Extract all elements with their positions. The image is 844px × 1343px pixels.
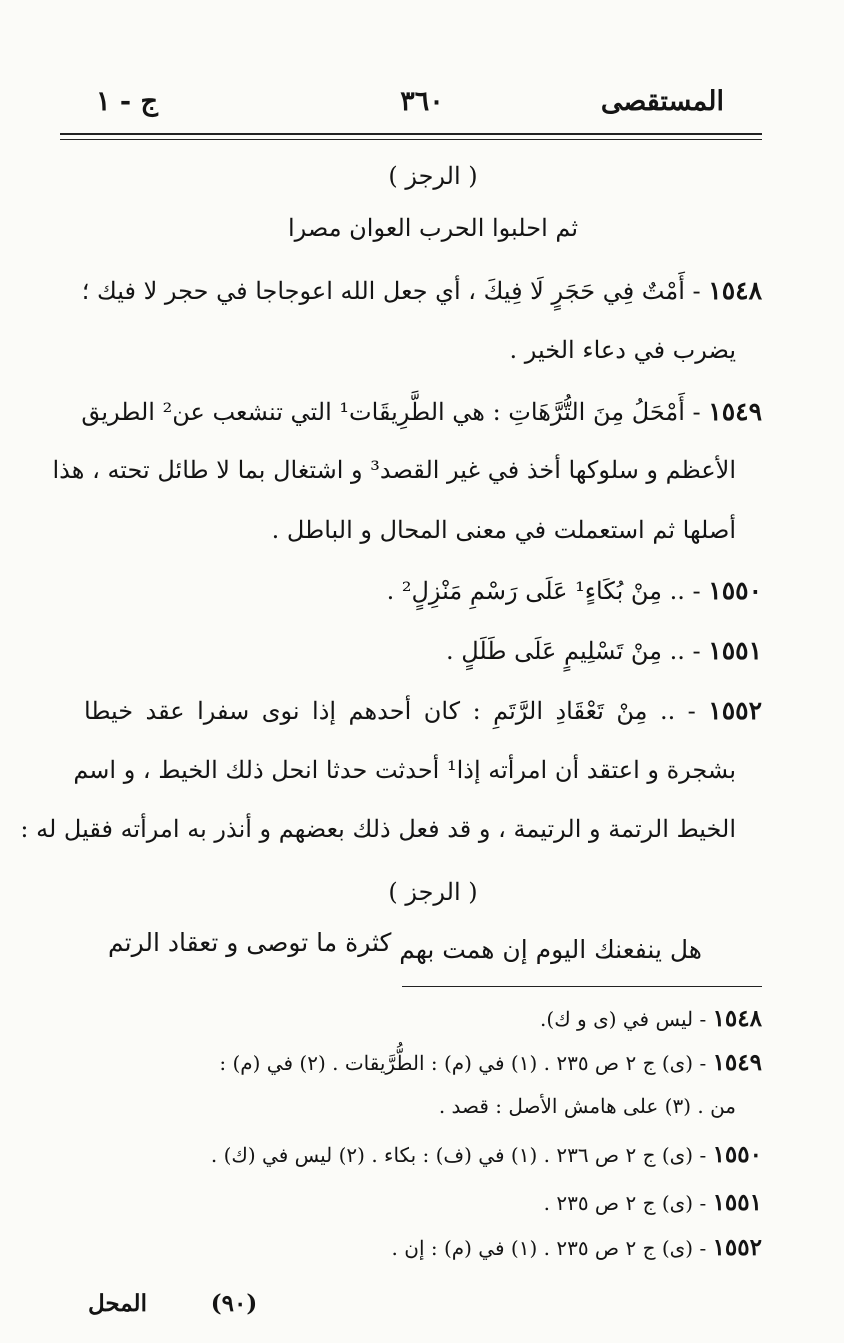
entry-number: ١٥٥١ — [708, 636, 762, 665]
header-rule-thick — [60, 133, 762, 135]
footnote-text: - (ى) ج ٢ ص ٢٣٥ . (١) في (م) : إن . — [391, 1236, 707, 1260]
volume-label: ج - ١ — [96, 86, 158, 117]
footnote-text: - (ى) ج ٢ ص ٢٣٦ . (١) في (ف) : بكاء . (٢) ليس في (ك) . — [210, 1143, 707, 1167]
footnote-text: - (ى) ج ٢ ص ٢٣٥ . — [543, 1191, 707, 1215]
footnote-number: ١٥٥١ — [712, 1189, 762, 1216]
entry-1548-line-1 — [81, 276, 762, 306]
entry-1550 — [84, 576, 762, 606]
header-rule-thin — [60, 139, 762, 140]
meter-label: ( الرجز ) — [388, 878, 478, 906]
entry-text: - .. مِنْ تَسْلِيمٍ عَلَى طَلَلٍ . — [446, 637, 701, 665]
footnote-1552 — [84, 1234, 762, 1261]
entry-number: ١٥٤٨ — [708, 276, 762, 305]
meter-label: ( الرجز ) — [388, 162, 478, 190]
entry-number: ١٥٥٢ — [708, 696, 762, 725]
verse-first-hemistich: هل ينفعنك اليوم إن همت بهم — [399, 935, 702, 964]
footnote-1551 — [84, 1189, 762, 1216]
running-title: المستقصى — [600, 86, 724, 117]
entry-1551 — [84, 636, 762, 666]
footnote-1550 — [84, 1141, 762, 1168]
footnote-1549 — [84, 1049, 762, 1076]
verse-second-hemistich: كثرة ما توصى و تعقاد الرتم — [108, 928, 392, 957]
entry-number: ١٥٥٠ — [708, 576, 762, 605]
footnote-text: - ليس في (ى و ك). — [540, 1007, 707, 1031]
footnote-separator — [402, 986, 762, 987]
footnote-number: ١٥٤٨ — [712, 1005, 762, 1032]
entry-text: - .. مِنْ بُكَاءٍ¹ عَلَى رَسْمِ مَنْزِلٍ² . — [386, 577, 701, 605]
signature-mark: (٩٠) — [210, 1290, 258, 1317]
footnote-1548 — [84, 1005, 762, 1032]
footnote-1549-continued: من . (٣) على هامش الأصل : قصد . — [438, 1094, 736, 1118]
footnote-number: ١٥٥٢ — [712, 1234, 762, 1261]
entry-1552-line-2: بشجرة و اعتقد أن امرأته إذا¹ أحدثت حدثا انحل ذلك الخيط ، و اسم — [73, 756, 736, 784]
entry-text: - .. مِنْ تَعْقَادِ الرَّتَمِ : كان أحدهم إذا نوى سفرا عقد خيطا — [84, 697, 696, 725]
entry-text: - أَمْحَلُ مِنَ التُّرَّهَاتِ : هي الطَّرِيقَات¹ التي تنشعب عن² الطريق — [81, 398, 701, 426]
verse-line: ثم احلبوا الحرب العوان مصرا — [287, 214, 579, 242]
footnote-number: ١٥٤٩ — [712, 1049, 762, 1076]
catchword: المحل — [88, 1290, 147, 1317]
entry-1549-line-3: أصلها ثم استعملت في معنى المحال و الباطل . — [271, 516, 736, 544]
entry-number: ١٥٤٩ — [708, 397, 762, 426]
footnote-number: ١٥٥٠ — [712, 1141, 762, 1168]
entry-1549-line-2: الأعظم و سلوكها أخذ في غير القصد³ و اشتغال بما لا طائل تحته ، هذا — [52, 456, 736, 484]
entry-1552-line-1 — [84, 696, 762, 726]
entry-1549-line-1 — [81, 397, 762, 427]
footnote-text: - (ى) ج ٢ ص ٢٣٥ . (١) في (م) : الطُّرَّيقات . (٢) في (م) : — [219, 1051, 707, 1075]
entry-1552-line-3: الخيط الرتمة و الرتيمة ، و قد فعل ذلك بعضهم و أنذر به امرأته فقيل له : — [20, 815, 736, 843]
page-number: ٣٦٠ — [400, 86, 444, 117]
entry-text: - أَمْتٌ فِي حَجَرٍ لَا فِيكَ ، أي جعل الله اعوجاجا في حجر لا فيك ؛ — [81, 277, 701, 305]
entry-1548-line-2: يضرب في دعاء الخير . — [509, 336, 736, 364]
